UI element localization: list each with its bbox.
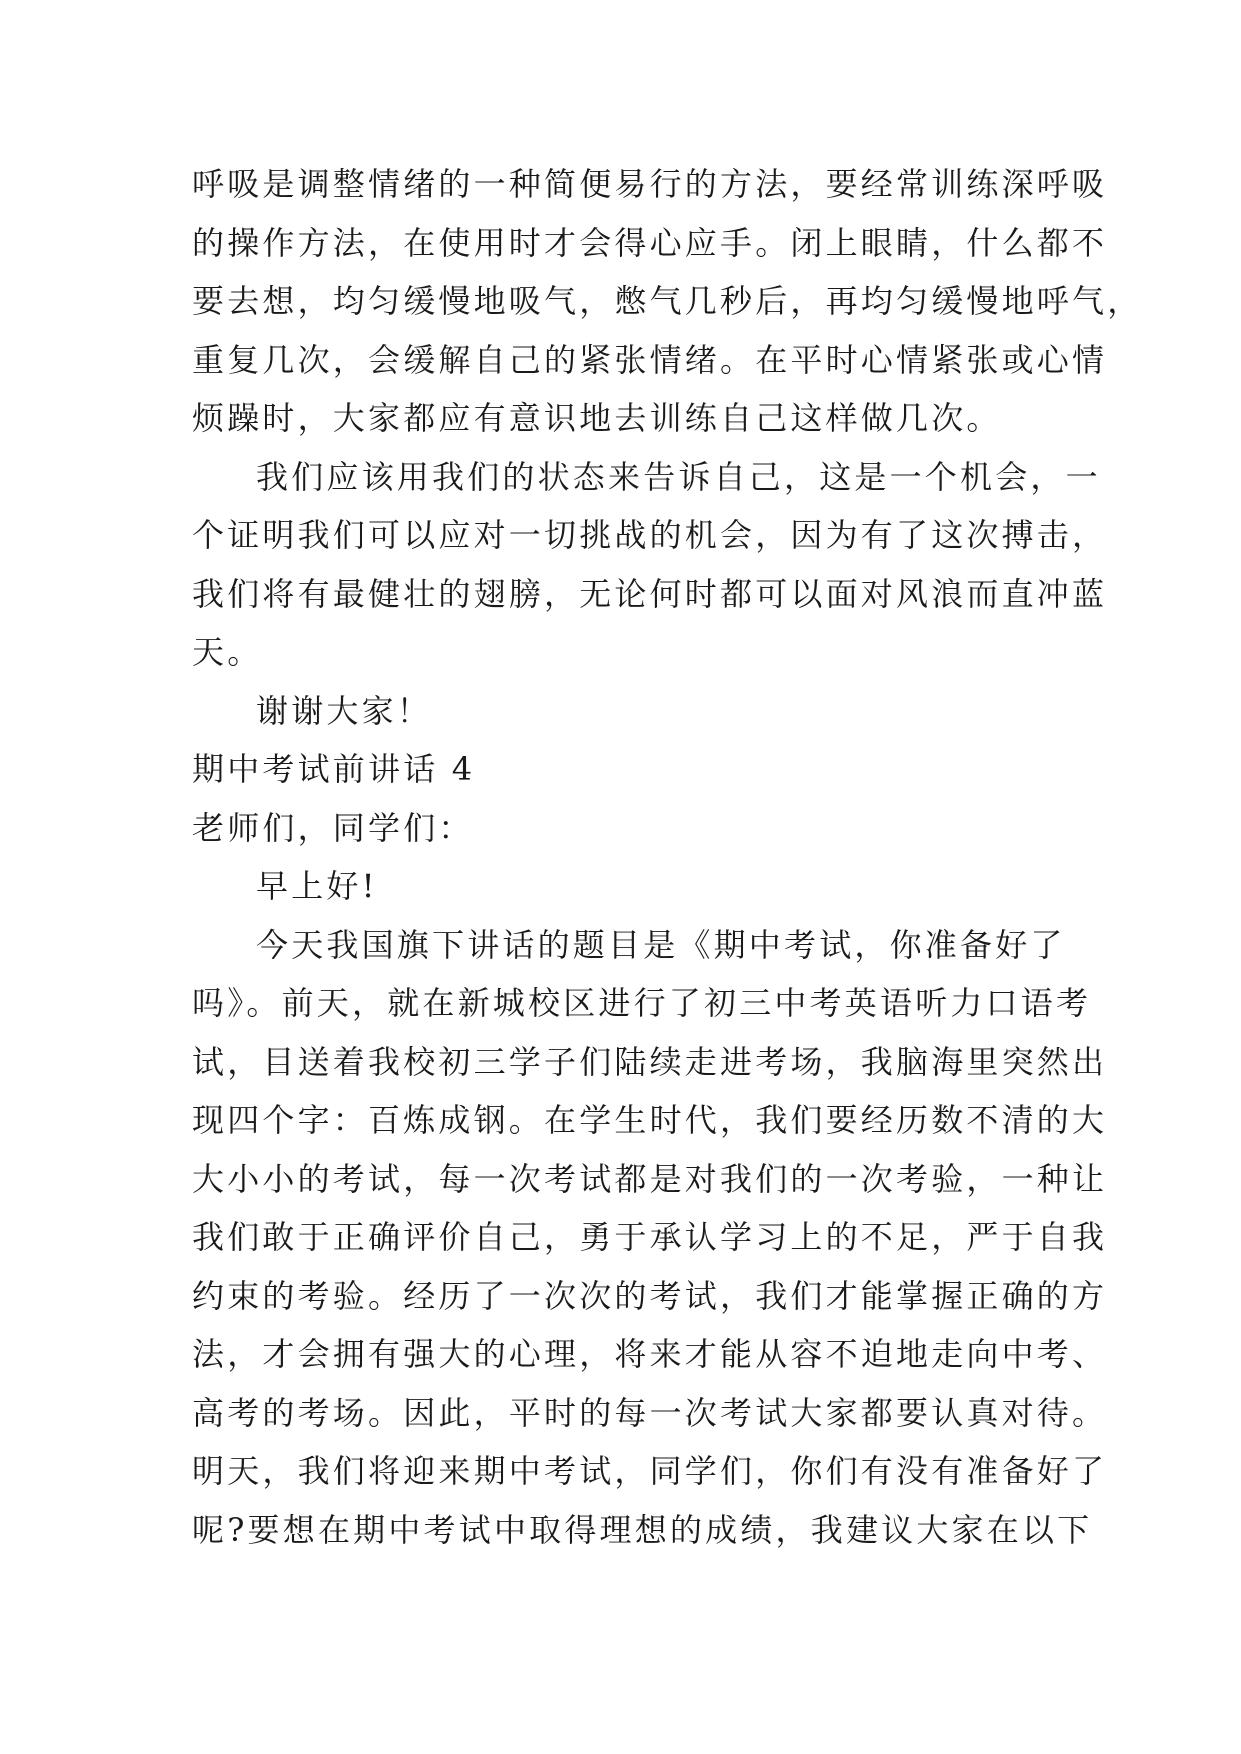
text-line: 天。 [192, 633, 263, 671]
text-line: 约束的考验。经历了一次次的考试，我们才能掌握正确的方 [192, 1276, 1108, 1315]
text-line: 呢?要想在期中考试中取得理想的成绩，我建议大家在以下 [192, 1510, 1093, 1549]
text-line: 试，目送着我校初三学子们陆续走进考场，我脑海里突然出 [192, 1042, 1108, 1081]
closing-thanks: 谢谢大家！ [256, 691, 433, 730]
document-body [192, 155, 1143, 1559]
text-line: 明天，我们将迎来期中考试，同学们，你们有没有准备好了 [192, 1452, 1108, 1490]
greeting: 早上好! [256, 867, 378, 905]
text-line: 重复几次，会缓解自己的紧张情绪。在平时心情紧张或心情 [192, 340, 1108, 379]
section-title: 期中考试前讲话 4 [192, 750, 476, 788]
text-line: 现四个字：百炼成钢。在学生时代，我们要经历数不清的大 [192, 1101, 1108, 1139]
text-line: 呼吸是调整情绪的一种简便易行的方法，要经常训练深呼吸 [192, 165, 1108, 203]
text-line: 吗》。前天，就在新城校区进行了初三中考英语听力口语考 [192, 984, 1092, 1022]
text-line: 个证明我们可以应对一切挑战的机会，因为有了这次搏击， [192, 516, 1108, 554]
paragraph-first-line: 今天我国旗下讲话的题目是《期中考试，你准备好了 [256, 925, 1066, 964]
text-line: 大小小的考试，每一次考试都是对我们的一次考验，一种让 [192, 1159, 1108, 1198]
text-line: 要去想，均匀缓慢地吸气，憋气几秒后，再均匀缓慢地呼气， [192, 282, 1143, 320]
text-line: 烦躁时，大家都应有意识地去训练自己这样做几次。 [192, 399, 1002, 437]
paragraph-first-line: 我们应该用我们的状态来告诉自己，这是一个机会，一 [256, 457, 1101, 496]
text-line: 我们将有最健壮的翅膀，无论何时都可以面对风浪而直冲蓝 [192, 574, 1108, 613]
text-line: 的操作方法，在使用时才会得心应手。闭上眼睛，什么都不 [192, 223, 1108, 262]
salutation: 老师们，同学们： [192, 808, 474, 847]
text-line: 法，才会拥有强大的心理，将来才能从容不迫地走向中考、 [192, 1335, 1108, 1373]
text-line: 高考的考场。因此，平时的每一次考试大家都要认真对待。 [192, 1393, 1108, 1432]
text-line: 我们敢于正确评价自己，勇于承认学习上的不足，严于自我 [192, 1218, 1108, 1256]
